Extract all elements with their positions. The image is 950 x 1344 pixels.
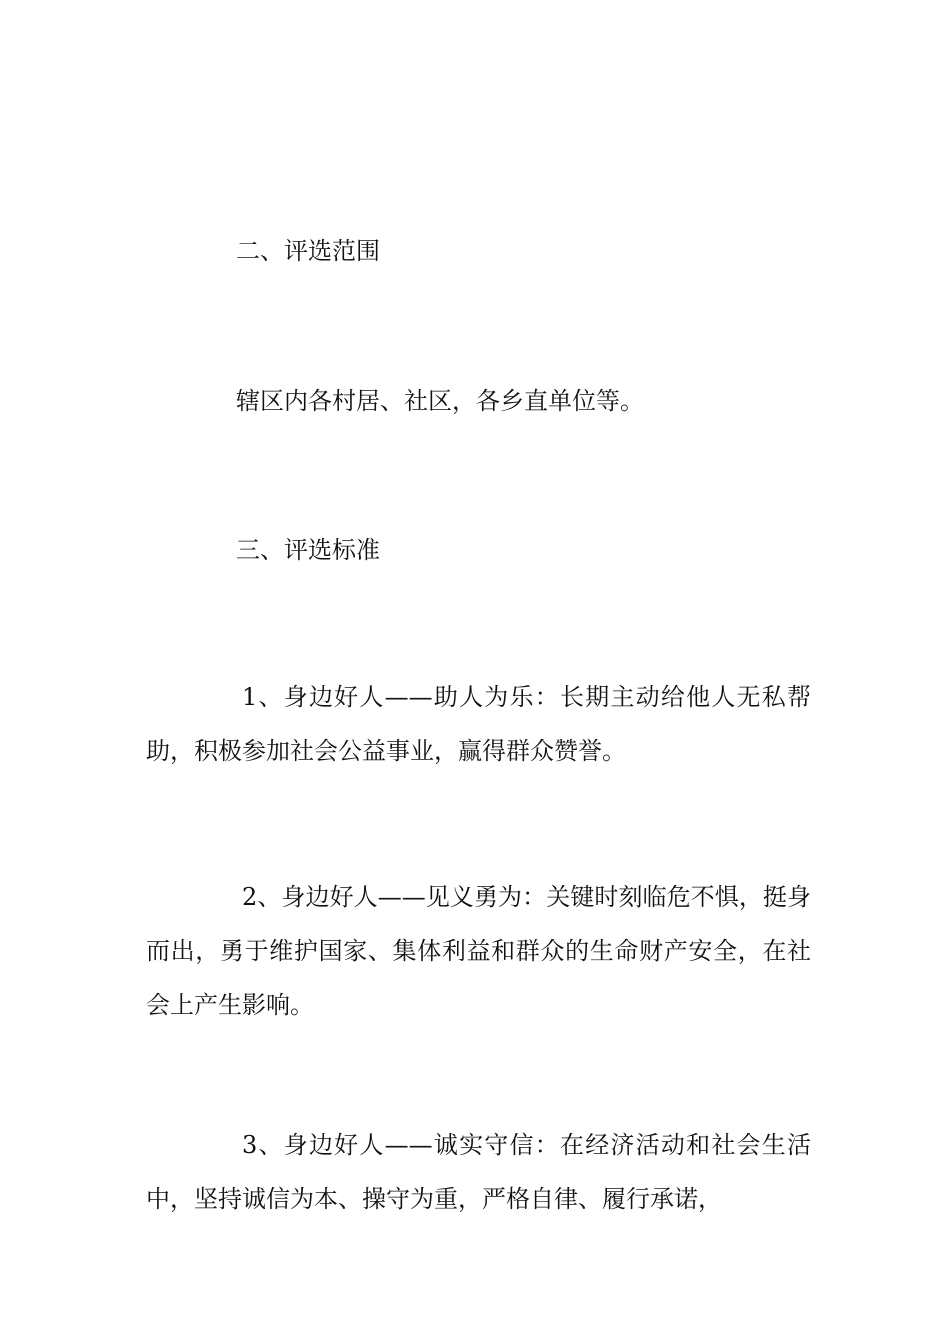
criterion-2-paragraph: 2、身边好人——见义勇为：关键时刻临危不惧，挺身而出，勇于维护国家、集体利益和群众的生命财产安全，在社会上产生影响。 [146, 883, 811, 1019]
section-3-heading: 三、评选标准 [236, 536, 380, 564]
criterion-1-paragraph: 1、身边好人——助人为乐：长期主动给他人无私帮助，积极参加社会公益事业，赢得群众赞誉。 [146, 683, 811, 765]
criterion-3-paragraph: 3、身边好人——诚实守信：在经济活动和社会生活中，坚持诚信为本、操守为重，严格自律、履行承诺， [146, 1131, 811, 1213]
section-2-heading: 二、评选范围 [236, 237, 380, 265]
section-2-body: 辖区内各村居、社区，各乡直单位等。 [236, 387, 644, 415]
